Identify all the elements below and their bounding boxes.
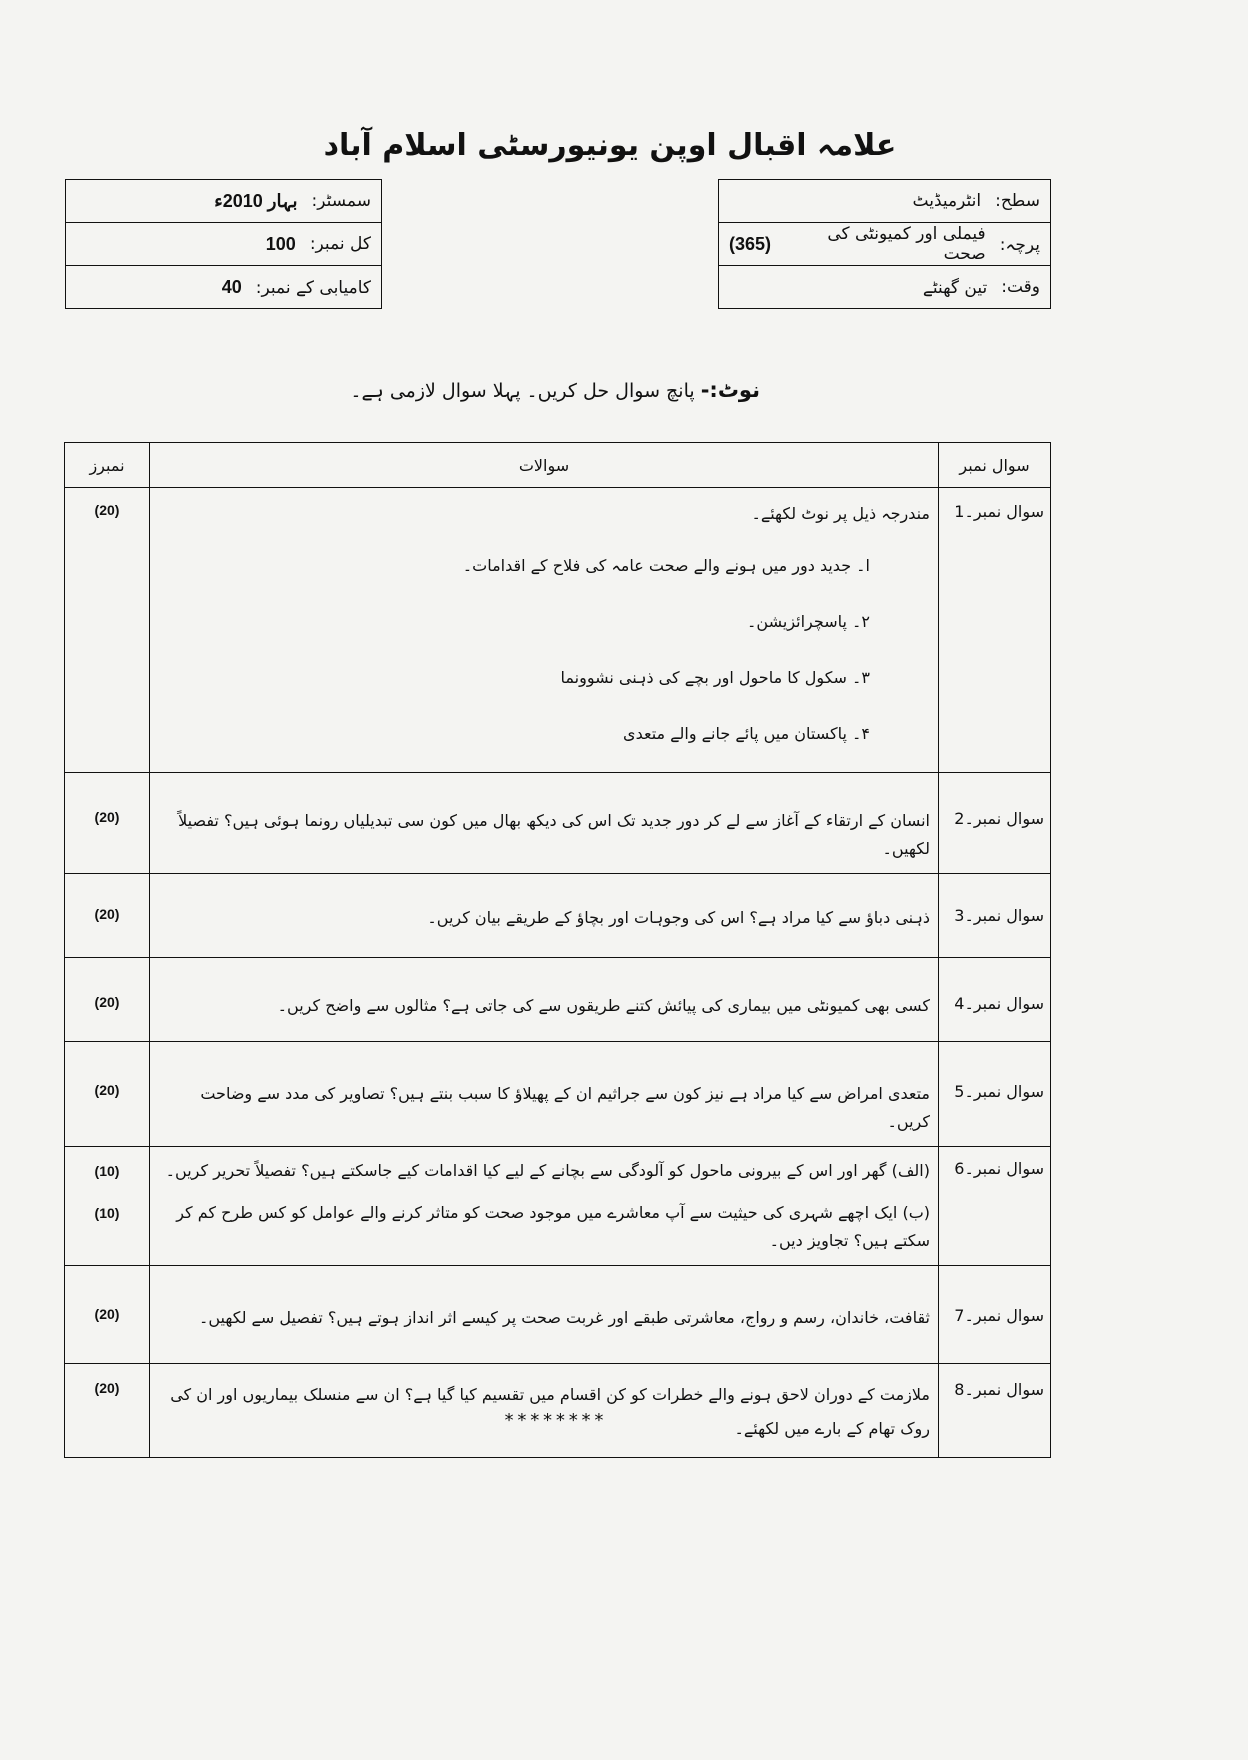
question-text: ذہنی دباؤ سے کیا مراد ہے؟ اس کی وجوہات اور بچاؤ کے طریقے بیان کریں۔	[150, 874, 939, 958]
question-number: سوال نمبر۔7	[939, 1266, 1051, 1364]
level-row	[719, 180, 1050, 223]
list-item: ا۔ جدید دور میں ہونے والے صحت عامہ کی فلاح کے اقدامات۔	[462, 556, 870, 575]
marks-info-box	[65, 179, 382, 309]
question-marks: (20)	[65, 1364, 150, 1458]
question-text	[150, 488, 939, 773]
question-marks: (20)	[65, 1042, 150, 1147]
question-text: ملازمت کے دوران لاحق ہونے والے خطرات کو کن اقسام میں تقسیم کیا گیا ہے؟ ان سے منسلک بیماریوں اور ان کی روک تھام کے بارے میں لکھئے۔	[150, 1364, 939, 1458]
note-text: پانچ سوال حل کریں۔ پہلا سوال لازمی ہے۔	[350, 380, 695, 402]
paper-value: فیملی اور کمیونٹی کی صحت	[827, 224, 986, 264]
question-1-intro: مندرجہ ذیل پر نوٹ لکھئے۔	[751, 504, 930, 523]
question-text	[150, 1147, 939, 1266]
question-6a-marks: (10)	[94, 1163, 120, 1179]
semester-label: سمسٹر:	[311, 191, 371, 211]
table-header-row	[65, 443, 1051, 488]
question-marks: (20)	[65, 1266, 150, 1364]
question-text: ثقافت، خاندان، رسم و رواج، معاشرتی طبقے اور غربت صحت پر کیسے اثر انداز ہوتے ہیں؟ تفصیل سے لکھیں۔	[150, 1266, 939, 1364]
level-value: انٹرمیڈیٹ	[912, 191, 982, 211]
question-marks	[65, 1147, 150, 1266]
question-number: سوال نمبر۔2	[939, 773, 1051, 874]
question-number: سوال نمبر۔8	[939, 1364, 1051, 1458]
question-6b-text: (ب) ایک اچھے شہری کی حیثیت سے آپ معاشرے میں موجود صحت کو متاثر کرنے والے عوامل کو کس طرح کم کر سکتے ہیں؟ تجاویز دیں۔	[176, 1203, 930, 1250]
question-marks: (20)	[65, 958, 150, 1042]
footer-stars: ********	[503, 1410, 607, 1431]
table-row	[65, 958, 1051, 1042]
table-row	[65, 773, 1051, 874]
note-label: نوٹ:-	[700, 378, 760, 402]
pass-marks-row	[66, 266, 381, 308]
total-marks-value: 100	[265, 233, 296, 254]
header-questions: سوالات	[150, 443, 939, 488]
total-marks-label: کل نمبر:	[309, 234, 371, 254]
question-marks: (20)	[65, 773, 150, 874]
list-item: ۳۔ سکول کا ماحول اور بچے کی ذہنی نشوونما	[560, 668, 870, 687]
table-row	[65, 1042, 1051, 1147]
question-text: متعدی امراض سے کیا مراد ہے نیز کون سے جراثیم ان کے پھیلاؤ کا سبب بنتے ہیں؟ تصاویر کی مدد سے وضاحت کریں۔	[150, 1042, 939, 1147]
question-marks: (20)	[65, 874, 150, 958]
question-marks: (20)	[65, 488, 150, 773]
question-number: سوال نمبر۔3	[939, 874, 1051, 958]
table-row	[65, 874, 1051, 958]
time-row	[719, 266, 1050, 308]
question-number: سوال نمبر۔6	[939, 1147, 1051, 1266]
pass-marks-value: 40	[221, 276, 242, 297]
pass-marks-label: کامیابی کے نمبر:	[255, 277, 371, 298]
question-number: سوال نمبر۔5	[939, 1042, 1051, 1147]
paper-info-box	[718, 179, 1051, 309]
instructions-note	[350, 378, 760, 402]
university-title: علامہ اقبال اوپن یونیورسٹی اسلام آباد	[323, 128, 897, 163]
time-value: تین گھنٹے	[922, 277, 988, 298]
table-row	[65, 1266, 1051, 1364]
question-text: کسی بھی کمیونٹی میں بیماری کی پیائش کتنے طریقوں سے کی جاتی ہے؟ مثالوں سے واضح کریں۔	[150, 958, 939, 1042]
paper-row	[719, 223, 1050, 266]
time-label: وقت:	[1001, 277, 1040, 297]
header-marks: نمبرز	[65, 443, 150, 488]
question-6b-marks: (10)	[94, 1205, 120, 1221]
paper-label: پرچہ:	[999, 234, 1040, 255]
question-number: سوال نمبر۔4	[939, 958, 1051, 1042]
level-label: سطح:	[995, 191, 1040, 211]
question-1-subparts	[158, 538, 930, 762]
list-item: ۴۔ پاکستان میں پائے جانے والے متعدی	[623, 724, 870, 743]
table-row	[65, 488, 1051, 773]
questions-table	[64, 442, 1051, 1458]
question-text: انسان کے ارتقاء کے آغاز سے لے کر دور جدید تک اس کی دیکھ بھال میں کون سی تبدیلیاں رونما ہوئی ہیں؟ تفصیلاً لکھیں۔	[150, 773, 939, 874]
total-marks-row	[66, 223, 381, 266]
question-6a-text: (الف) گھر اور اس کے بیرونی ماحول کو آلودگی سے بچانے کے لیے کیا اقدامات کیے جاسکتے ہیں؟ تفصیلاً تحریر کریں۔	[165, 1161, 930, 1180]
semester-value: بہار 2010ء	[214, 190, 298, 211]
header-question-number: سوال نمبر	[939, 443, 1051, 488]
semester-row	[66, 180, 381, 223]
question-number: سوال نمبر۔1	[939, 488, 1051, 773]
list-item: ۲۔ پاسچرائزیشن۔	[747, 612, 870, 631]
paper-code: (365)	[729, 233, 772, 254]
table-row	[65, 1147, 1051, 1266]
